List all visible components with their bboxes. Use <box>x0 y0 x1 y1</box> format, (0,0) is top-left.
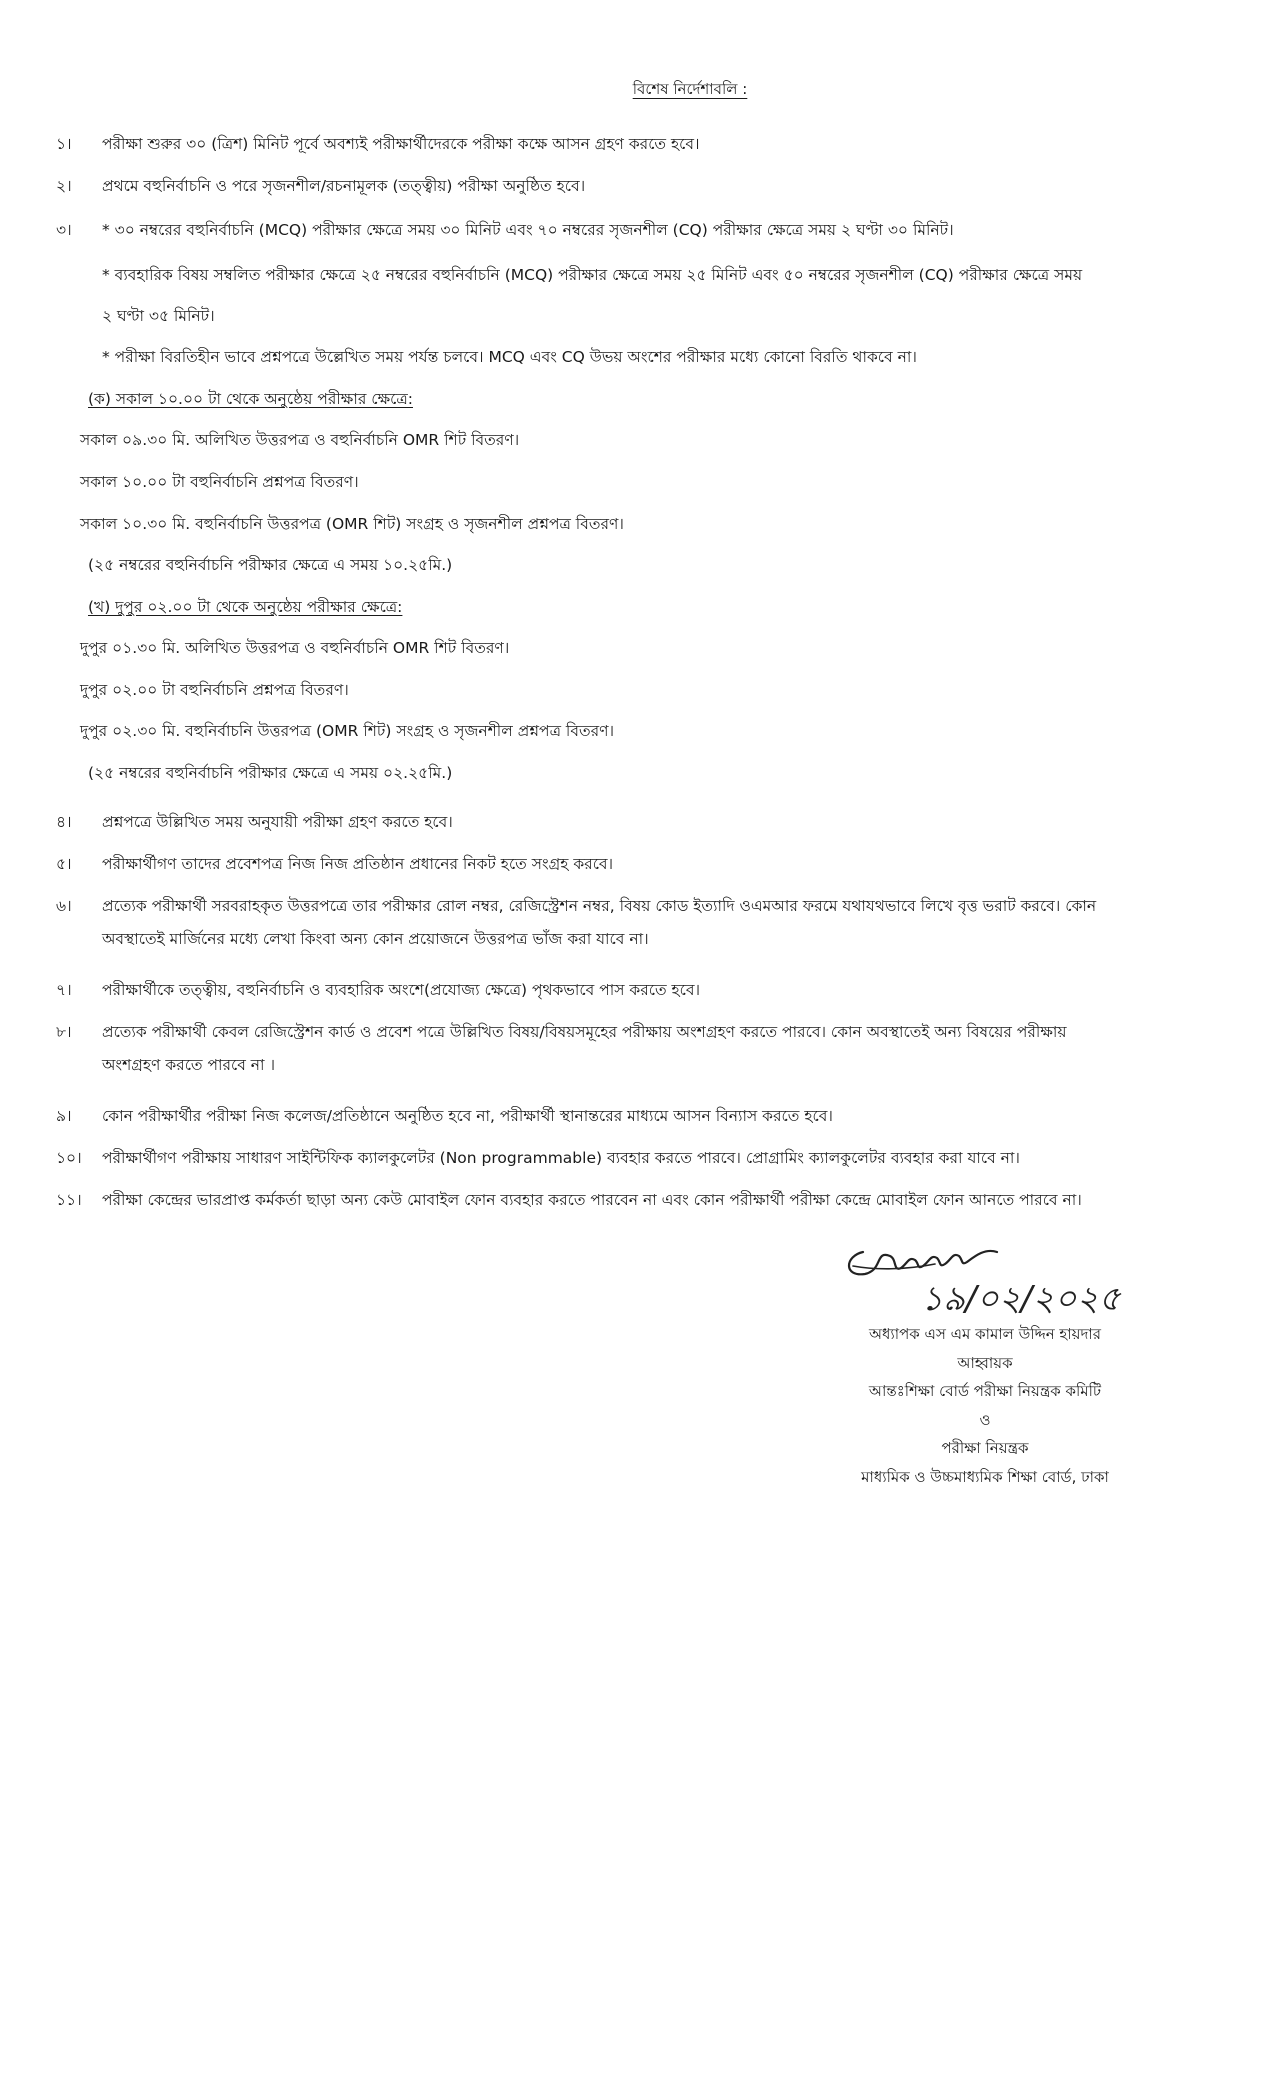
signatory-role-convener: আহ্বায়ক <box>957 1353 1013 1372</box>
item-text: পরীক্ষা শুরুর ৩০ (ত্রিশ) মিনিট পূর্বে অবশ্যই পরীক্ষার্থীদেরকে পরীক্ষা কক্ষে আসন গ্রহণ করতে হবে। <box>102 135 700 153</box>
morning-note: (২৫ নম্বরের বহুনির্বাচনি পরীক্ষার ক্ষেত্রে এ সময় ১০.২৫মি.) <box>88 556 453 574</box>
signatory-block <box>800 1320 1170 1491</box>
item-number: ৫। <box>56 855 72 873</box>
signatory-role-controller: পরীক্ষা নিয়ন্ত্রক <box>941 1439 1029 1457</box>
signatory-board: মাধ্যমিক ও উচ্চমাধ্যমিক শিক্ষা বোর্ড, ঢাকা <box>861 1467 1109 1486</box>
item-number: ৭। <box>56 981 72 999</box>
afternoon-step-1: দুপুর ০১.৩০ মি. অলিখিত উত্তরপত্র ও বহুনির্বাচনি OMR শিট বিতরণ। <box>80 639 510 657</box>
item-text: পরীক্ষার্থীগণ পরীক্ষায় সাধারণ সাইন্টিফিক ক্যালকুলেটর (Non programmable) ব্যবহার করতে পারবে। প্রোগ্রামিং ক্যালকুলেটর ব্যবহার করা যাবে না। <box>102 1149 1020 1167</box>
item-number: ৪। <box>56 813 72 831</box>
signatory-name: অধ্যাপক এস এম কামাল উদ্দিন হায়দার <box>869 1325 1101 1343</box>
item-3-line-4: * পরীক্ষা বিরতিহীন ভাবে প্রশ্নপত্রে উল্লেখিত সময় পর্যন্ত চলবে। MCQ এবং CQ উভয় অংশের পরীক্ষার মধ্যে কোনো বিরতি থাকবে না। <box>102 348 917 366</box>
item-text: পরীক্ষার্থীগণ তাদের প্রবেশপত্র নিজ নিজ প্রতিষ্ঠান প্রধানের নিকট হতে সংগ্রহ করবে। <box>102 855 614 873</box>
item-number: ২। <box>56 177 72 195</box>
session-afternoon-heading: (খ) দুপুর ০২.০০ টা থেকে অনুষ্ঠেয় পরীক্ষার ক্ষেত্রে: <box>88 598 403 616</box>
item-3-line-2: * ব্যবহারিক বিষয় সম্বলিত পরীক্ষার ক্ষেত্রে ২৫ নম্বরের বহুনির্বাচনি (MCQ) পরীক্ষার ক্ষেত্রে সময় ২৫ মিনিট এবং ৫০ নম্বরের সৃজনশীল (CQ) পরীক্ষার ক্ষেত্রে সময় <box>102 266 1083 284</box>
signature-image <box>835 1222 1175 1322</box>
item-number: ১। <box>56 135 72 153</box>
session-morning-heading: (ক) সকাল ১০.০০ টা থেকে অনুষ্ঠেয় পরীক্ষার ক্ষেত্রে: <box>88 390 413 408</box>
item-text: প্রত্যেক পরীক্ষার্থী সরবরাহকৃত উত্তরপত্রে তার পরীক্ষার রোল নম্বর, রেজিস্ট্রেশন নম্বর, বিষয় কোড ইত্যাদি ওএমআর ফরমে যথাযথভাবে লিখে বৃত্ত ভরাট করবে। কোন <box>102 897 1097 915</box>
item-text: পরীক্ষার্থীকে তত্ত্বীয়, বহুনির্বাচনি ও ব্যবহারিক অংশে(প্রযোজ্য ক্ষেত্রে) পৃথকভাবে পাস করতে হবে। <box>102 981 701 999</box>
item-number: ৮। <box>56 1023 72 1041</box>
handwritten-date: ১৯/০২/২০২৫ <box>921 1279 1121 1319</box>
item-number: ১০। <box>56 1149 82 1167</box>
page-title: বিশেষ নির্দেশাবলি : <box>632 80 748 98</box>
afternoon-step-3: দুপুর ০২.৩০ মি. বহুনির্বাচনি উত্তরপত্র (OMR শিট) সংগ্রহ ও সৃজনশীল প্রশ্নপত্র বিতরণ। <box>80 722 615 740</box>
item-text: কোন পরীক্ষার্থীর পরীক্ষা নিজ কলেজ/প্রতিষ্ঠানে অনুষ্ঠিত হবে না, পরীক্ষার্থী স্থানান্তরের মাধ্যমে আসন বিন্যাস করতে হবে। <box>102 1107 833 1125</box>
morning-step-1: সকাল ০৯.৩০ মি. অলিখিত উত্তরপত্র ও বহুনির্বাচনি OMR শিট বিতরণ। <box>80 431 520 449</box>
item-text: প্রথমে বহুনির্বাচনি ও পরে সৃজনশীল/রচনামূলক (তত্ত্বীয়) পরীক্ষা অনুষ্ঠিত হবে। <box>102 177 586 195</box>
morning-step-3: সকাল ১০.৩০ মি. বহুনির্বাচনি উত্তরপত্র (OMR শিট) সংগ্রহ ও সৃজনশীল প্রশ্নপত্র বিতরণ। <box>80 515 624 533</box>
morning-step-2: সকাল ১০.০০ টা বহুনির্বাচনি প্রশ্নপত্র বিতরণ। <box>80 473 359 491</box>
item-text: * ৩০ নম্বরের বহুনির্বাচনি (MCQ) পরীক্ষার ক্ষেত্রে সময় ৩০ মিনিট এবং ৭০ নম্বরের সৃজনশীল (CQ) পরীক্ষার ক্ষেত্রে সময় ২ ঘণ্টা ৩০ মিনিট। <box>102 221 954 239</box>
item-number: ১১। <box>56 1191 82 1209</box>
signatory-committee: আন্তঃশিক্ষা বোর্ড পরীক্ষা নিয়ন্ত্রক কমিটি <box>868 1382 1102 1400</box>
item-text: প্রশ্নপত্রে উল্লিখিত সময় অনুযায়ী পরীক্ষা গ্রহণ করতে হবে। <box>102 813 453 831</box>
afternoon-step-2: দুপুর ০২.০০ টা বহুনির্বাচনি প্রশ্নপত্র বিতরণ। <box>80 681 349 699</box>
item-number: ৯। <box>56 1107 72 1125</box>
item-text: প্রত্যেক পরীক্ষার্থী কেবল রেজিস্ট্রেশন কার্ড ও প্রবেশ পত্রে উল্লিখিত বিষয়/বিষয়সমূহের পরীক্ষায় অংশগ্রহণ করতে পারবে। কোন অবস্থাতেই অন্য বিষয়ের পরীক্ষায় <box>102 1023 1067 1041</box>
item-6-line-2: অবস্থাতেই মার্জিনের মধ্যে লেখা কিংবা অন্য কোন প্রয়োজনে উত্তরপত্র ভাঁজ করা যাবে না। <box>102 930 649 948</box>
item-number: ৬। <box>56 897 72 915</box>
item-number: ৩। <box>56 221 72 239</box>
item-3-line-3: ২ ঘণ্টা ৩৫ মিনিট। <box>102 307 215 325</box>
item-text: পরীক্ষা কেন্দ্রের ভারপ্রাপ্ত কর্মকর্তা ছাড়া অন্য কেউ মোবাইল ফোন ব্যবহার করতে পারবেন না এবং কোন পরীক্ষার্থী পরীক্ষা কেন্দ্রে মোবাইল ফোন আনতে পারবে না। <box>102 1191 1082 1209</box>
signatory-and: ও <box>979 1410 991 1429</box>
item-8-line-2: অংশগ্রহণ করতে পারবে না । <box>102 1056 276 1074</box>
afternoon-note: (২৫ নম্বরের বহুনির্বাচনি পরীক্ষার ক্ষেত্রে এ সময় ০২.২৫মি.) <box>88 764 453 782</box>
